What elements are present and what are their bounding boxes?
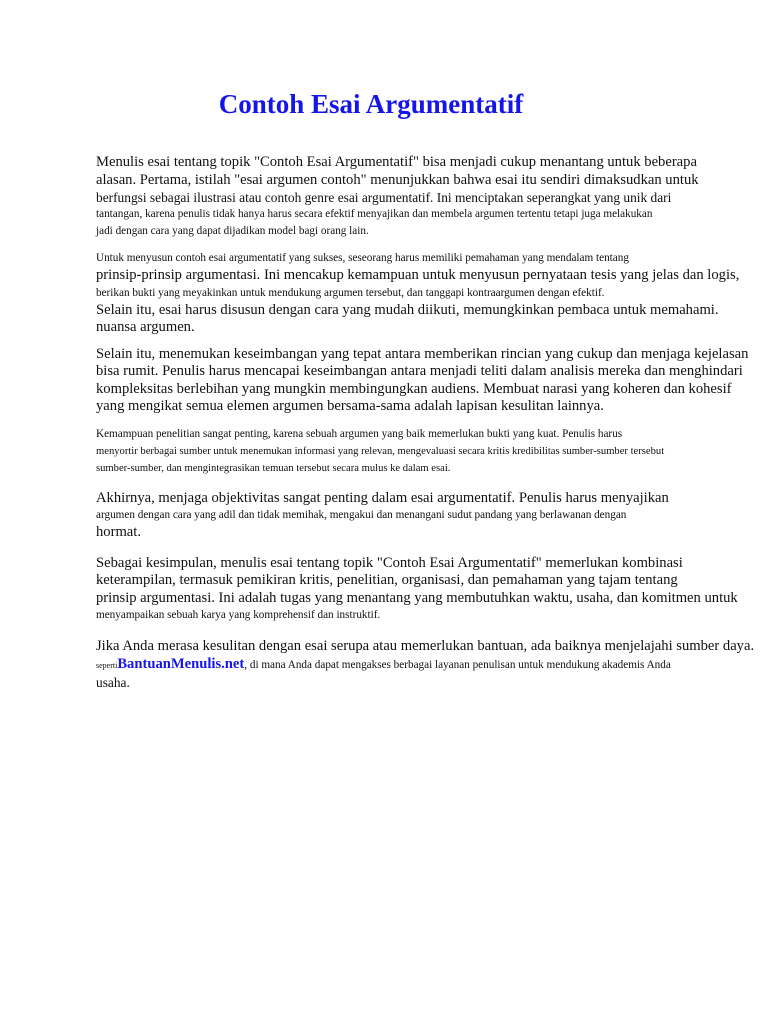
text-line: sumber-sumber, dan mengintegrasikan temuan tersebut secara mulus ke dalam esai. bbox=[96, 463, 451, 474]
text-line: jadi dengan cara yang dapat dijadikan model bagi orang lain. bbox=[96, 225, 369, 237]
paragraph-call-to-action bbox=[96, 638, 768, 691]
text-line: Selain itu, esai harus disusun dengan cara yang mudah diikuti, memungkinkan pembaca untuk memahami. bbox=[96, 301, 719, 318]
text-line: Untuk menyusun contoh esai argumentatif yang sukses, seseorang harus memiliki pemahaman yang mendalam tentang bbox=[96, 252, 629, 264]
text-line: Akhirnya, menjaga objektivitas sangat penting dalam esai argumentatif. Penulis harus menyajikan bbox=[96, 489, 669, 506]
text-line: hormat. bbox=[96, 524, 141, 540]
link-suffix: , di mana Anda dapat mengakses berbagai layanan penulisan untuk mendukung akademis Anda bbox=[244, 658, 671, 671]
text-line: kompleksitas berlebihan yang mungkin membingungkan audiens. Membuat narasi yang koheren dan kohesif bbox=[96, 380, 732, 397]
text-line: bisa rumit. Penulis harus mencapai keseimbangan antara menjadi teliti dalam analisis mereka dan menghindari bbox=[96, 363, 743, 379]
paragraph-principles bbox=[96, 250, 768, 337]
link-prefix: seperti bbox=[96, 660, 118, 670]
essay-body bbox=[96, 154, 768, 691]
text-line: yang mengikat semua elemen argumen bersama-sama adalah lapisan kesulitan lainnya. bbox=[96, 398, 604, 414]
text-line: menyampaikan sebuah karya yang komprehensif dan instruktif. bbox=[96, 609, 381, 621]
text-line: menyortir berbagai sumber untuk menemukan informasi yang relevan, mengevaluasi secara kritis kredibilitas sumber-sumber tersebut bbox=[96, 445, 665, 457]
text-line: berikan bukti yang meyakinkan untuk mendukung argumen tersebut, dan tanggapi kontraargumen dengan efektif. bbox=[96, 286, 605, 299]
text-line: argumen dengan cara yang adil dan tidak memihak, mengakui dan menangani sudut pandang yang berlawanan dengan bbox=[96, 509, 627, 521]
text-line: Menulis esai tentang topik "Contoh Esai Argumentatif" bisa menjadi cukup menantang untuk beberapa bbox=[96, 154, 697, 170]
text-line: Jika Anda merasa kesulitan dengan esai serupa atau memerlukan bantuan, ada baiknya menjelajahi sumber daya. bbox=[96, 638, 755, 654]
text-line: Sebagai kesimpulan, menulis esai tentang topik "Contoh Esai Argumentatif" memerlukan kombinasi bbox=[96, 554, 683, 571]
text-line: nuansa argumen. bbox=[96, 319, 195, 335]
text-line: prinsip argumentasi. Ini adalah tugas yang menantang yang membutuhkan waktu, usaha, dan komitmen untuk bbox=[96, 589, 738, 606]
text-line: alasan. Pertama, istilah "esai argumen contoh" menunjukkan bahwa esai itu sendiri dimaksudkan untuk bbox=[96, 171, 699, 188]
paragraph-objectivity bbox=[96, 490, 768, 542]
text-line: prinsip-prinsip argumentasi. Ini mencakup kemampuan untuk menyusun pernyataan tesis yang jelas dan logis, bbox=[96, 267, 740, 283]
text-line: keterampilan, termasuk pemikiran kritis, penelitian, organisasi, dan pemahaman yang tajam tentang bbox=[96, 572, 678, 588]
text-line-with-link bbox=[96, 656, 768, 674]
paragraph-research bbox=[96, 426, 768, 478]
text-line: tantangan, karena penulis tidak hanya harus secara efektif menyajikan dan membela argumen tertentu tetapi juga melakukan bbox=[96, 208, 653, 220]
paragraph-conclusion bbox=[96, 555, 768, 625]
text-line: berfungsi sebagai ilustrasi atau contoh genre esai argumentatif. Ini menciptakan seperangkat yang unik dari bbox=[96, 190, 672, 205]
text-line: usaha. bbox=[96, 674, 130, 690]
page-title: Contoh Esai Argumentatif bbox=[218, 89, 524, 119]
text-line: Selain itu, menemukan keseimbangan yang tepat antara memberikan rincian yang cukup dan menjaga kejelasan bbox=[96, 345, 749, 362]
bantuanmenulis-link[interactable]: BantuanMenulis.net bbox=[117, 655, 245, 672]
paragraph-balance bbox=[96, 346, 768, 416]
paragraph-intro bbox=[96, 154, 768, 240]
text-line: Kemampuan penelitian sangat penting, karena sebuah argumen yang baik memerlukan bukti yang kuat. Penulis harus bbox=[96, 427, 623, 440]
